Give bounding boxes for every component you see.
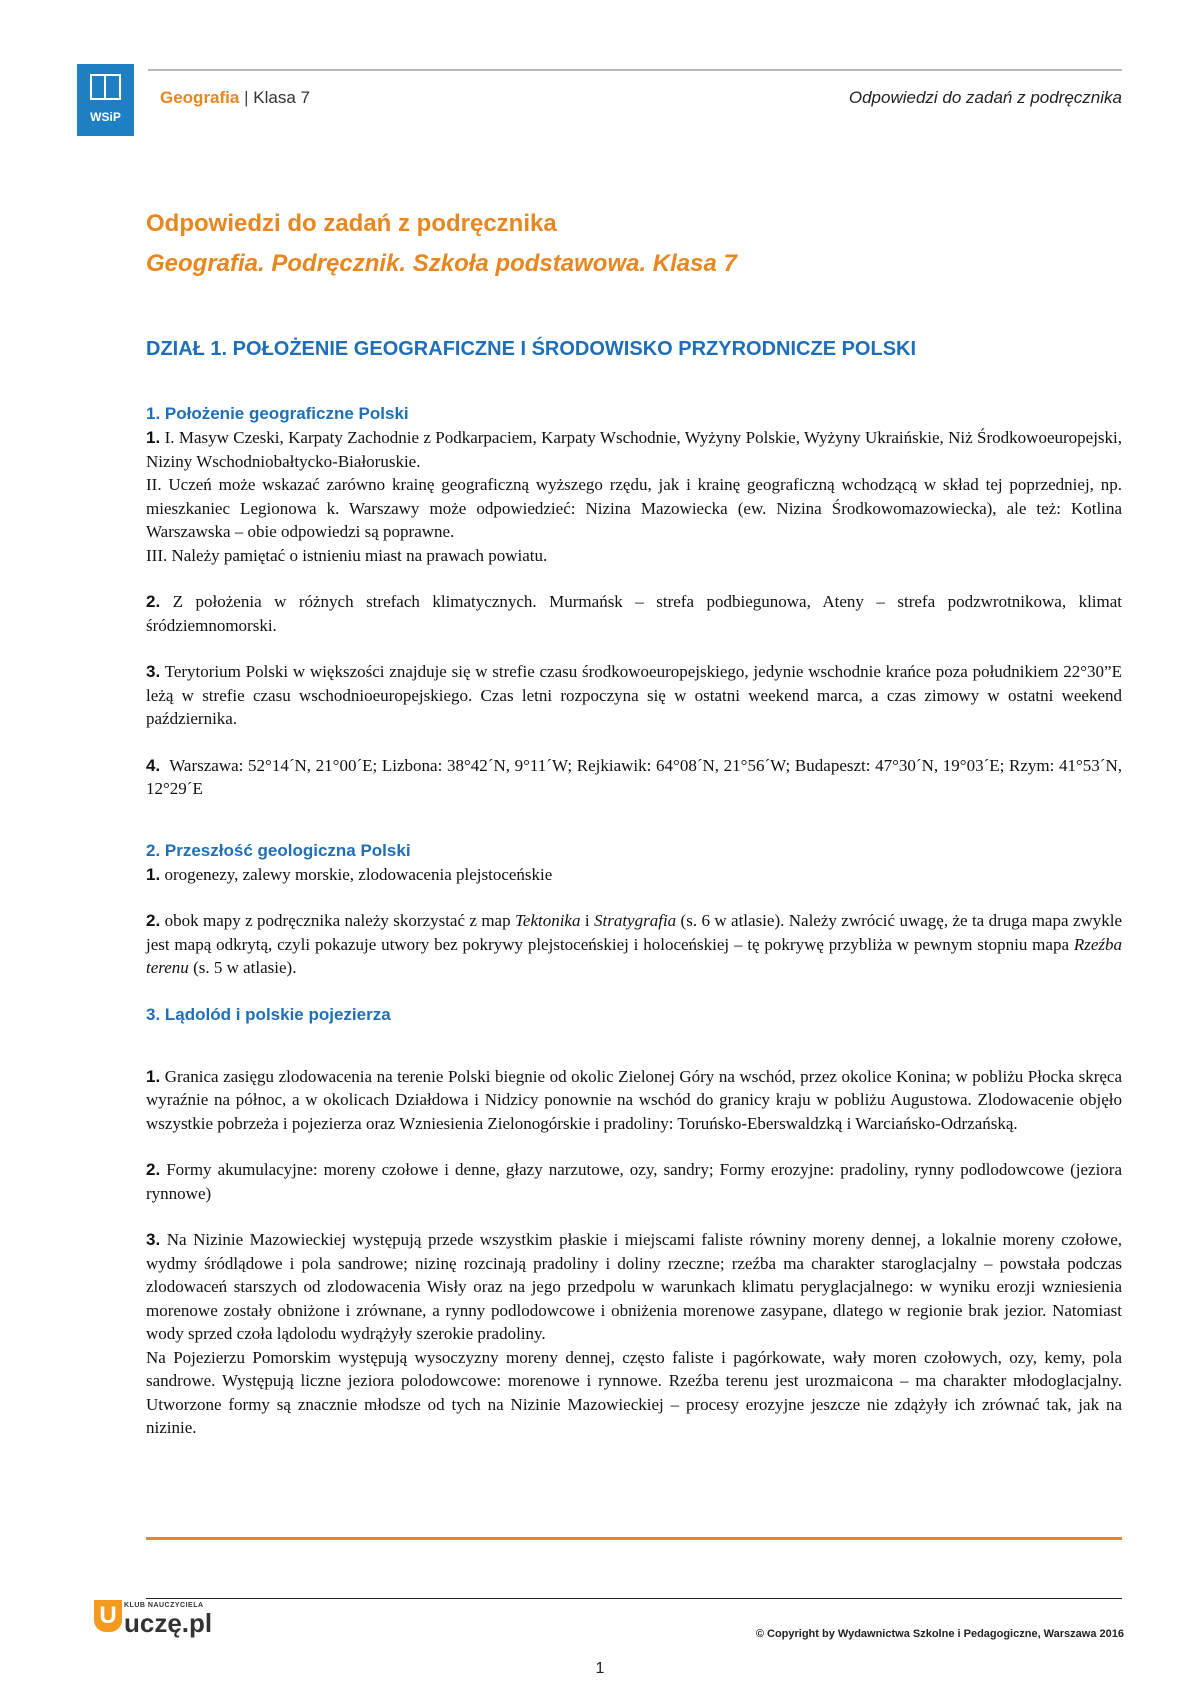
ucze-club-label: KLUB NAUCZYCIELA [124,1602,204,1609]
footer-accent-rule [146,1537,1122,1540]
answer-2-1: 1. orogenezy, zalewy morskie, zlodowacenia plejstoceńskie [146,864,553,884]
header-subject-line [160,88,310,108]
page-subtitle: Geografia. Podręcznik. Szkoła podstawowa. Klasa 7 [146,250,737,277]
header-separator: | [244,88,249,107]
wsip-logo-text: WSiP [90,110,121,124]
answer-1-1-ii: II. Uczeń może wskazać zarówno krainę geograficzną wyższego rzędu, jak i krainę geograficzną wchodzącą w skład tej poprzedniej, np. mieszkaniec Legionowa k. Warszawy może odpowiedzieć: Nizina Mazowiecka (ew. Nizina Środkowomazowiecka), ale też: Kotlina Warszawska – obie odpowiedzi są poprawne. [146,475,1122,541]
ucze-wordmark: uczę.pl [124,1608,213,1638]
header-subject: Geografia [160,88,240,107]
header-doc-title: Odpowiedzi do zadań z podręcznika [848,88,1122,107]
answer-3-1: 1. Granica zasięgu zlodowacenia na terenie Polski biegnie od okolic Zielonej Góry na wschód, przez okolice Konina; w pobliżu Płocka skręca wyraźnie na północ, a w okolicach Działdowa i Nidzicy ponownie na wschód do granicy kraju w pobliżu Augustowa. Zlodowacenie objęło wszystkie pobrzeża i pojezierza oraz Wzniesienia Zielonogórskie i pradoliny: Toruńsko-Eberswaldzką i Warciańsko-Odrzańską. [146,1066,1122,1133]
page-number: 1 [595,1660,605,1677]
subsection-heading-1: 1. Położenie geograficzne Polski [146,404,409,423]
answer-2-2: 2. obok mapy z podręcznika należy skorzystać z map Tektonika i Stratygrafia (s. 6 w atlasie). Należy zwrócić uwagę, że ta druga mapa zwykle jest mapą odkrytą, czyli pokazuje utwory bez pokrywy plejstoceńskiej i holoceńskiej – tę pokrywę przybliża w pewnym stopniu mapa Rzeźba terenu (s. 5 w atlasie). [146,911,1122,977]
answer-1-1-iii: III. Należy pamiętać o istnieniu miast na prawach powiatu. [146,545,548,565]
ucze-u-icon: U [94,1600,122,1632]
page-title: Odpowiedzi do zadań z podręcznika [146,210,557,237]
subsection-heading-2: 2. Przeszłość geologiczna Polski [146,840,411,860]
subsection-heading-3: 3. Lądolód i polskie pojezierza [146,1004,391,1024]
answer-1-1: 1. I. Masyw Czeski, Karpaty Zachodnie z Podkarpaciem, Karpaty Wschodnie, Wyżyny Polskie, Wyżyny Ukraińskie, Niż Środkowoeuropejski, Niziny Wschodniobałtycko-Białoruskie. [146,428,1123,471]
answer-3-2: 2. Formy akumulacyjne: moreny czołowe i denne, głazy narzutowe, ozy, sandry; Formy erozyjne: pradoliny, rynny podlodowcowe (jeziora rynnowe) [146,1160,1122,1203]
wsip-logo [77,64,134,136]
footer-rule [146,1598,1122,1599]
answer-1-4: 4. Warszawa: 52°14´N, 21°00´E; Lizbona: 38°42´N, 9°11´W; Rejkiawik: 64°08´N, 21°56´W; Budapeszt: 47°30´N, 19°03´E; Rzym: 41°53´N, 12°29´E [146,755,1122,798]
copyright-notice: © Copyright by Wydawnictwa Szkolne i Pedagogiczne, Warszawa 2016 [755,1628,1124,1640]
section-title: DZIAŁ 1. POŁOŻENIE GEOGRAFICZNE I ŚRODOWISKO PRZYRODNICZE POLSKI [146,338,917,360]
header-class: Klasa 7 [253,88,310,107]
answer-3-3: 3. Na Nizinie Mazowieckiej występują przede wszystkim płaskie i miejscami faliste równiny moreny dennej, a lokalnie moreny czołowe, wydmy śródlądowe i pola sandrowe; nizinę rozcinają pradoliny i doliny rzeczne; rzeźba ma charakter staroglacjalny – powstała podczas zlodowaceń starszych od zlodowacenia Wisły oraz na jego przedpolu w warunkach klimatu peryglacjalnego: w wyniku erozji wzniesienia morenowe zostały obniżone i zrównane, a rynny podlodowcowe i obniżenia morenowe zasypane, dlatego w regionie brak jezior. Natomiast wody sprzed czoła lądolodu wydrążyły szerokie pradoliny. [146,1230,1123,1343]
ucze-logo [94,1600,213,1638]
answer-3-3-pojezierze: Na Pojezierzu Pomorskim występują wysoczyzny moreny dennej, często faliste i pagórkowate, wały moren czołowych, ozy, kemy, pola sandrowe. Występują liczne jeziora polodowcowe: morenowe i rynnowe. Rzeźba terenu jest urozmaicona – ma charakter młodoglacjalny. Utworzone formy są znacznie młodsze od tych na Nizinie Mazowieckiej – procesy erozyjne jeszcze nie zdążyły ich zrównać tak, jak na nizinie. [146,1347,1122,1437]
answer-1-2: 2. Z położenia w różnych strefach klimatycznych. Murmańsk – strefa podbiegunowa, Ateny – strefa podzwrotnikowa, klimat śródziemnomorski. [146,592,1123,635]
wsip-book-icon [90,74,121,100]
document-body [146,402,1122,1440]
answer-1-3: 3. Terytorium Polski w większości znajduje się w strefie czasu środkowoeuropejskiego, jedynie wschodnie krańce poza południkiem 22°30”E leżą w strefie czasu wschodnioeuropejskiego. Czas letni rozpoczyna się w ostatni weekend marca, a czas zimowy w ostatni weekend października. [146,662,1122,728]
header-rule [148,69,1122,71]
